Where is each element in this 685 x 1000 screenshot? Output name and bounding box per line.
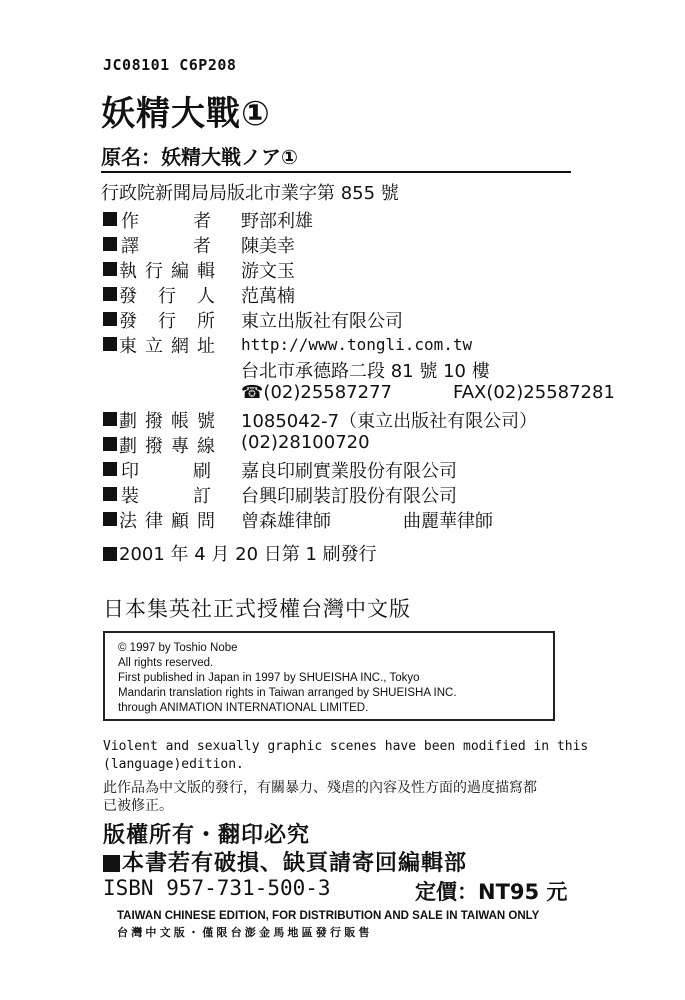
bullet-square: [103, 412, 117, 426]
credit-value: ☎(02)25587277: [241, 382, 392, 403]
credit-value: 台北市承德路二段 81 號 10 樓: [241, 361, 490, 382]
credit-row: [103, 357, 583, 382]
credit-label-char: 專: [171, 436, 189, 457]
credit-row: [103, 232, 583, 257]
copyright-box: [103, 631, 555, 721]
credit-label-char: 裝: [121, 486, 139, 507]
credit-value: http://www.tongli.com.tw: [241, 335, 473, 354]
edition-english: TAIWAN CHINESE EDITION, FOR DISTRIBUTION AND SALE IN TAIWAN ONLY: [117, 910, 540, 922]
bullet-square: [103, 337, 117, 351]
credit-value: 台興印刷裝訂股份有限公司: [241, 486, 457, 507]
credit-value: (02)28100720: [241, 432, 370, 453]
credit-label-char: 立: [145, 336, 163, 357]
credit-row: [103, 207, 583, 232]
credit-value: 曾森雄律師: [241, 511, 331, 532]
credit-label: [119, 232, 211, 258]
credit-label-char: 劃: [119, 436, 137, 457]
copyright-line: All rights reserved.: [118, 657, 214, 669]
credit-label-char: 劃: [119, 411, 137, 432]
edition-chinese: 台灣中文版・僅限台澎金馬地區發行販售: [117, 926, 373, 939]
credit-label-char: 輯: [197, 261, 215, 282]
credit-label: [119, 332, 215, 358]
credit-value: 陳美幸: [241, 236, 295, 257]
credit-label-char: 發: [119, 286, 137, 307]
credit-label-char: 行: [158, 286, 176, 307]
bullet-square: [103, 437, 117, 451]
credit-row: [103, 457, 583, 482]
credit-label-char: 線: [197, 436, 215, 457]
original-title: 原名：妖精大戦ノア①: [101, 145, 298, 169]
damage-notice: [103, 846, 467, 877]
bullet-square: [103, 312, 117, 326]
credit-value: 范萬楠: [241, 286, 295, 307]
catalog-code: JC08101 C6P208: [103, 56, 237, 74]
credit-row: [103, 382, 615, 407]
credit-value-secondary: 曲麗華律師: [403, 511, 493, 532]
credit-label-char: 東: [119, 336, 137, 357]
price: 定價：NT95 元: [415, 880, 568, 904]
credit-row: [103, 257, 583, 282]
bullet-square: [103, 487, 117, 501]
bullet-square: [103, 855, 120, 872]
credit-label: [119, 432, 215, 458]
copyright-line: © 1997 by Toshio Nobe: [118, 642, 238, 654]
rights-reserved: 版權所有・翻印必究: [103, 823, 311, 848]
credit-value: 1085042-7（東立出版社有限公司）: [241, 411, 538, 432]
credit-label-char: 行: [145, 261, 163, 282]
credit-label-char: 網: [171, 336, 189, 357]
credit-label-char: 人: [197, 286, 215, 307]
isbn: ISBN 957-731-500-3: [103, 876, 331, 900]
credit-label-char: 所: [197, 311, 215, 332]
credit-label-char: 法: [119, 511, 137, 532]
credit-row: [103, 407, 583, 432]
credit-label: [119, 307, 215, 333]
damage-notice-text: 本書若有破損、缺頁請寄回編輯部: [122, 851, 468, 876]
credit-label: [119, 507, 215, 533]
divider: [101, 171, 571, 173]
copyright-line: First published in Japan in 1997 by SHUEISHA INC., Tokyo: [118, 672, 420, 684]
credit-label-char: 者: [193, 236, 211, 257]
notice-english: (language)edition.: [103, 757, 244, 772]
credit-value: 野部利雄: [241, 211, 313, 232]
credit-value: 東立出版社有限公司: [241, 311, 403, 332]
credit-label-char: 刷: [193, 461, 211, 482]
credit-label: [119, 407, 215, 433]
credit-label: [119, 207, 211, 233]
credit-label-char: 問: [197, 511, 215, 532]
notice-english: Violent and sexually graphic scenes have been modified in this: [103, 739, 589, 754]
credit-row: [103, 332, 583, 357]
copyright-line: through ANIMATION INTERNATIONAL LIMITED.: [118, 702, 369, 714]
notice-chinese: 已被修正。: [103, 798, 173, 814]
credit-label-char: 行: [158, 311, 176, 332]
credit-label-char: 撥: [145, 436, 163, 457]
credit-value-secondary: FAX(02)25587281: [453, 382, 615, 403]
book-title: 妖精大戰①: [101, 94, 271, 134]
bullet-square: [103, 547, 117, 561]
license-number: 行政院新聞局局版北市業字第 855 號: [101, 183, 399, 204]
credit-label-char: 發: [119, 311, 137, 332]
credit-label-char: 顧: [171, 511, 189, 532]
credits-list: [103, 207, 615, 532]
bullet-square: [103, 287, 117, 301]
notice-chinese: 此作品為中文版的發行，有關暴力、殘虐的內容及性方面的過度描寫都: [103, 780, 537, 796]
credit-label: [119, 482, 211, 508]
credit-value: 嘉良印刷實業股份有限公司: [241, 461, 457, 482]
bullet-square: [103, 237, 117, 251]
copyright-line: Mandarin translation rights in Taiwan arranged by SHUEISHA INC.: [118, 687, 457, 699]
bullet-square: [103, 462, 117, 476]
bullet-square: [103, 262, 117, 276]
credit-value: 游文玉: [241, 261, 295, 282]
credit-label-char: 帳: [171, 411, 189, 432]
bullet-square: [103, 512, 117, 526]
credit-label-char: 作: [121, 211, 139, 232]
credit-label-char: 址: [197, 336, 215, 357]
credit-label-char: 撥: [145, 411, 163, 432]
credit-label: [119, 282, 215, 308]
credit-row: [103, 432, 583, 457]
credit-label-char: 者: [193, 211, 211, 232]
credit-row: [103, 307, 583, 332]
authorization-statement: 日本集英社正式授權台灣中文版: [103, 597, 411, 621]
credit-label-char: 訂: [193, 486, 211, 507]
publication-date-text: 2001 年 4 月 20 日第 1 刷發行: [119, 544, 377, 565]
credit-row: [103, 507, 583, 532]
bullet-square: [103, 212, 117, 226]
credit-label-char: 執: [119, 261, 137, 282]
credit-label: [119, 257, 215, 283]
credit-label-char: 編: [171, 261, 189, 282]
credit-row: [103, 482, 583, 507]
credit-label-char: 律: [145, 511, 163, 532]
credit-label-char: 號: [197, 411, 215, 432]
credit-label-char: 印: [121, 461, 139, 482]
credit-label-char: 譯: [121, 236, 139, 257]
credit-row: [103, 282, 583, 307]
publication-date: [103, 540, 377, 566]
credit-label: [119, 457, 211, 483]
